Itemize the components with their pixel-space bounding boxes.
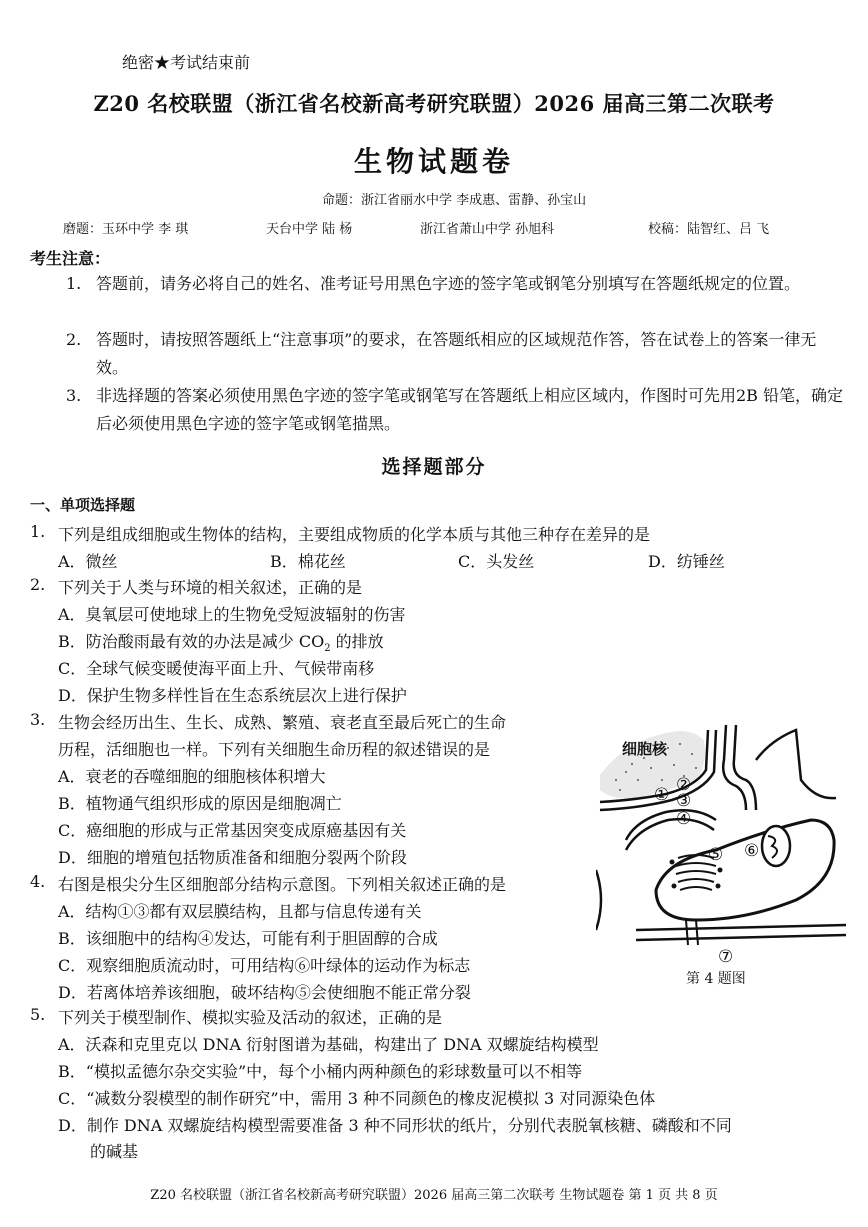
option-d: D．制作 DNA 双螺旋结构模型需要准备 3 种不同形状的纸片，分别代表脱氧核糖、磷酸和不同 (58, 1116, 732, 1135)
option-a: A．衰老的吞噬细胞的细胞核体积增大 (58, 767, 326, 786)
question-number: 3. (30, 710, 46, 729)
plasmodesma (686, 920, 698, 945)
option-b: B．植物通气组织形成的原因是细胞凋亡 (58, 794, 342, 813)
question-number: 1. (30, 522, 46, 541)
question-stem: 下列关于模型制作、模拟实验及活动的叙述，正确的是 (58, 1008, 443, 1027)
option-b-tail: 的排放 (330, 632, 384, 651)
option-d: D．纺锤丝 (648, 552, 725, 571)
reviewer-2: 天台中学 陆 杨 (266, 222, 353, 237)
marker-6: ⑥ (744, 841, 760, 861)
exam-title: Z20 名校联盟（浙江省名校新高考研究联盟）2026 届高三第二次联考 (93, 91, 775, 116)
reviewer-1: 磨题：玉环中学 李 琪 (63, 222, 189, 237)
er-tube (756, 730, 836, 798)
notice-item-1 (66, 270, 846, 298)
subject-title: 生物试题卷 (353, 145, 514, 178)
option-a: A．结构①③都有双层膜结构，且都与信息传递有关 (58, 902, 422, 921)
reviewer-3: 浙江省萧山中学 孙旭科 (420, 222, 555, 237)
cell-wall (636, 925, 846, 930)
organelle-outline (656, 820, 834, 920)
option-a: A．臭氧层可使地球上的生物免受短波辐射的伤害 (58, 605, 406, 624)
notice-title: 考生注意： (30, 249, 111, 268)
notice-text: 答题时，请按照答题纸上“注意事项”的要求，在答题纸相应的区域规范作答，答在试卷上的答案一律无效。 (96, 330, 817, 377)
marker-3: ③ (676, 791, 692, 811)
question-number: 2. (30, 575, 46, 594)
option-a: A．沃森和克里克以 DNA 衍射图谱为基础，构建出了 DNA 双螺旋结构模型 (58, 1035, 599, 1054)
question-number: 5. (30, 1005, 46, 1024)
option-b: B．棉花丝 (270, 552, 346, 571)
question-stem: 下列是组成细胞或生物体的结构，主要组成物质的化学本质与其他三种存在差异的是 (58, 525, 651, 544)
option-c: C．头发丝 (458, 552, 535, 571)
proofreaders: 校稿：陆智红、吕 飞 (648, 222, 770, 237)
section-title: 一、单项选择题 (30, 496, 136, 514)
part-title: 选择题部分 (381, 456, 487, 478)
marker-2: ② (676, 775, 692, 795)
membrane-edge (596, 870, 601, 930)
option-d: D．细胞的增殖包括物质准备和细胞分裂两个阶段 (58, 848, 407, 867)
subscript: 2 (324, 643, 331, 655)
question-stem: 生物会经历出生、生长、成熟、繁殖、衰老直至最后死亡的生命 (58, 713, 507, 732)
notice-number: 1. (66, 274, 82, 293)
option-c: C．观察细胞质流动时，可用结构⑥叶绿体的运动作为标志 (58, 956, 471, 975)
notice-number: 2. (66, 330, 82, 349)
notice-text: 答题前，请务必将自己的姓名、准考证号用黑色字迹的签字笔或钢笔分别填写在答题纸规定的位置。 (96, 274, 801, 293)
question-stem: 右图是根尖分生区细胞部分结构示意图。下列相关叙述正确的是 (58, 875, 507, 894)
mitochondrion (762, 826, 790, 866)
question-stem-cont: 历程，活细胞也一样。下列有关细胞生命历程的叙述错误的是 (58, 740, 491, 759)
option-c: C．“减数分裂模型的制作研究”中，需用 3 种不同颜色的橡皮泥模拟 3 对同源染色体 (58, 1089, 656, 1108)
authors-line: 命题：浙江省丽水中学 李成惠、雷静、孙宝山 (322, 193, 587, 208)
option-d: D．若离体培养该细胞，破坏结构⑤会使细胞不能正常分裂 (58, 983, 471, 1002)
figure-caption: 第 4 题图 (686, 971, 746, 987)
option-c: C．全球气候变暖使海平面上升、气候带南移 (58, 659, 375, 678)
question-number: 4. (30, 872, 46, 891)
option-d: D．保护生物多样性旨在生态系统层次上进行保护 (58, 686, 407, 705)
marker-7: ⑦ (718, 947, 734, 967)
option-b-text: B．防治酸雨最有效的办法是减少 CO (58, 632, 325, 651)
question-stem: 下列关于人类与环境的相关叙述，正确的是 (58, 578, 363, 597)
option-b: B．该细胞中的结构④发达，可能有利于胆固醇的合成 (58, 929, 438, 948)
option-c: C．癌细胞的形成与正常基因突变成原癌基因有关 (58, 821, 407, 840)
notice-item-3 (66, 382, 846, 438)
confidential-label: 绝密★考试结束前 (122, 53, 251, 72)
page-footer: Z20 名校联盟（浙江省名校新高考研究联盟）2026 届高三第二次联考 生物试题卷 第 1 页 共 8 页 (150, 1188, 718, 1203)
notice-item-2 (66, 326, 846, 382)
notice-number: 3. (66, 386, 82, 405)
marker-1: ① (654, 785, 670, 805)
er-tube (626, 810, 716, 840)
option-b: B．“模拟孟德尔杂交实验”中，每个小桶内两种颜色的彩球数量可以不相等 (58, 1062, 583, 1081)
cell-structure-figure (596, 720, 846, 990)
option-b (58, 629, 384, 654)
option-a: A．微丝 (58, 552, 118, 571)
figure-label-nucleus: 细胞核 (622, 740, 668, 758)
notice-text: 非选择题的答案必须使用黑色字迹的签字笔或钢笔写在答题纸上相应区域内，作图时可先用2B 铅笔，确定后必须使用黑色字迹的签字笔或钢笔描黑。 (96, 386, 844, 433)
marker-5: ⑤ (708, 845, 724, 865)
option-d-cont: 的碱基 (90, 1142, 139, 1161)
marker-4: ④ (676, 809, 692, 829)
cell-wall (636, 935, 846, 940)
